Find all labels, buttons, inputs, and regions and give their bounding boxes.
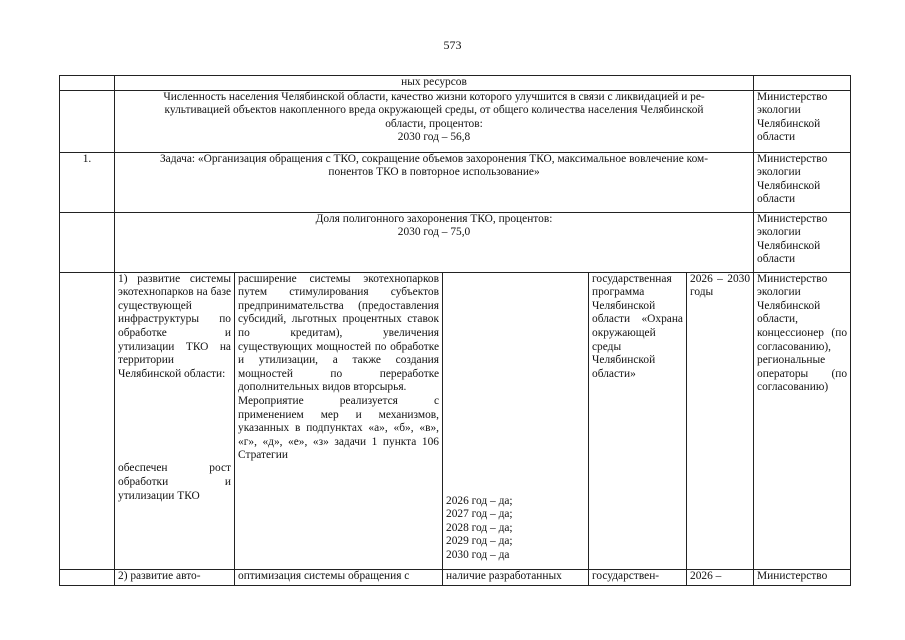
page-number: 573 <box>443 38 462 52</box>
table-row <box>60 212 851 272</box>
description-paragraph: расширение системы экотехнопарков путем стимулирования субъектов предпринимательства (предоставления субсидий, льготных процентных ставок по кредитам), увеличения существующих мощностей по обработке и утилизации, а также создания мощностей по переработке дополнительных видов вторсырья. <box>238 272 439 394</box>
indicator-line: Численность населения Челябинской области, качество жизни которого улучшится в связи с ликвидацией и ре- <box>163 90 705 103</box>
indicator-line: Доля полигонного захоронения ТКО, процентов: <box>315 212 553 225</box>
table-row <box>60 76 851 91</box>
table-row <box>60 152 851 212</box>
responsible-cell: Министерство экологии Челябинской области <box>754 90 851 152</box>
result-year: 2029 год – да; <box>446 535 513 548</box>
result-cell <box>443 272 589 569</box>
description-paragraph: Мероприятие реализуется с применением мер и механизмов, указанных в подпунктах «а», «б», «в», «г», «д», «е», «з» задачи 1 пункта 106 Стратегии <box>238 394 439 462</box>
table-row <box>60 569 851 585</box>
task-line: понентов ТКО в повторное использование» <box>328 166 540 179</box>
indicator-line: культивацией объектов накопленного вреда окружающей среды, от общего количества населения Челябинской <box>164 104 704 117</box>
result-year: 2028 год – да; <box>446 521 513 534</box>
strategy-table <box>59 75 851 586</box>
description-cell: оптимизация системы обращения с <box>235 569 443 585</box>
responsible-cell: Министерство экологии Челябинской области <box>754 152 851 212</box>
indicator-target: 2030 год – 75,0 <box>397 226 471 239</box>
responsible-cell <box>754 76 851 91</box>
program-cell: государствен- <box>589 569 687 585</box>
indicator-cell <box>115 212 754 272</box>
measure-cell: 2) развитие авто- <box>115 569 235 585</box>
measure-title: 1) развитие системы экотехнопарков на базе существующей инфраструктуры по обработке и утилизации ТКО на территории Челябинской области: <box>118 272 231 380</box>
program-cell: государственная программа Челябинской области «Охрана окружающей среды Челябинской области» <box>589 272 687 569</box>
num-cell <box>60 569 115 585</box>
indicator-cell <box>115 90 754 152</box>
period-cell: 2026 – <box>687 569 754 585</box>
result-year: 2030 год – да <box>446 548 510 561</box>
task-line: Задача: «Организация обращения с ТКО, сокращение объемов захоронения ТКО, максимальное вовлечение ком- <box>159 152 709 165</box>
task-cell <box>115 152 754 212</box>
result-year: 2026 год – да; <box>446 494 513 507</box>
table-row <box>60 272 851 569</box>
indicator-line: области, процентов: <box>385 117 483 130</box>
result-cell: наличие разработанных <box>443 569 589 585</box>
num-cell <box>60 90 115 152</box>
num-cell <box>60 212 115 272</box>
num-cell <box>60 76 115 91</box>
result-year: 2027 год – да; <box>446 508 513 521</box>
responsible-cell: Министерство <box>754 569 851 585</box>
period-cell: 2026 – 2030 годы <box>687 272 754 569</box>
num-cell <box>60 272 115 569</box>
indicator-target: 2030 год – 56,8 <box>397 131 471 144</box>
description-cell <box>235 272 443 569</box>
responsible-cell: Министерство экологии Челябинской области, концессионер (по согласованию), региональные операторы (по согласованию) <box>754 272 851 569</box>
table-row <box>60 90 851 152</box>
task-number: 1. <box>60 152 115 212</box>
measure-result: обеспечен рост обработки и утилизации ТКО <box>118 462 231 502</box>
responsible-cell: Министерство экологии Челябинской области <box>754 212 851 272</box>
measure-cell <box>115 272 235 569</box>
continued-text: ных ресурсов <box>115 76 754 91</box>
